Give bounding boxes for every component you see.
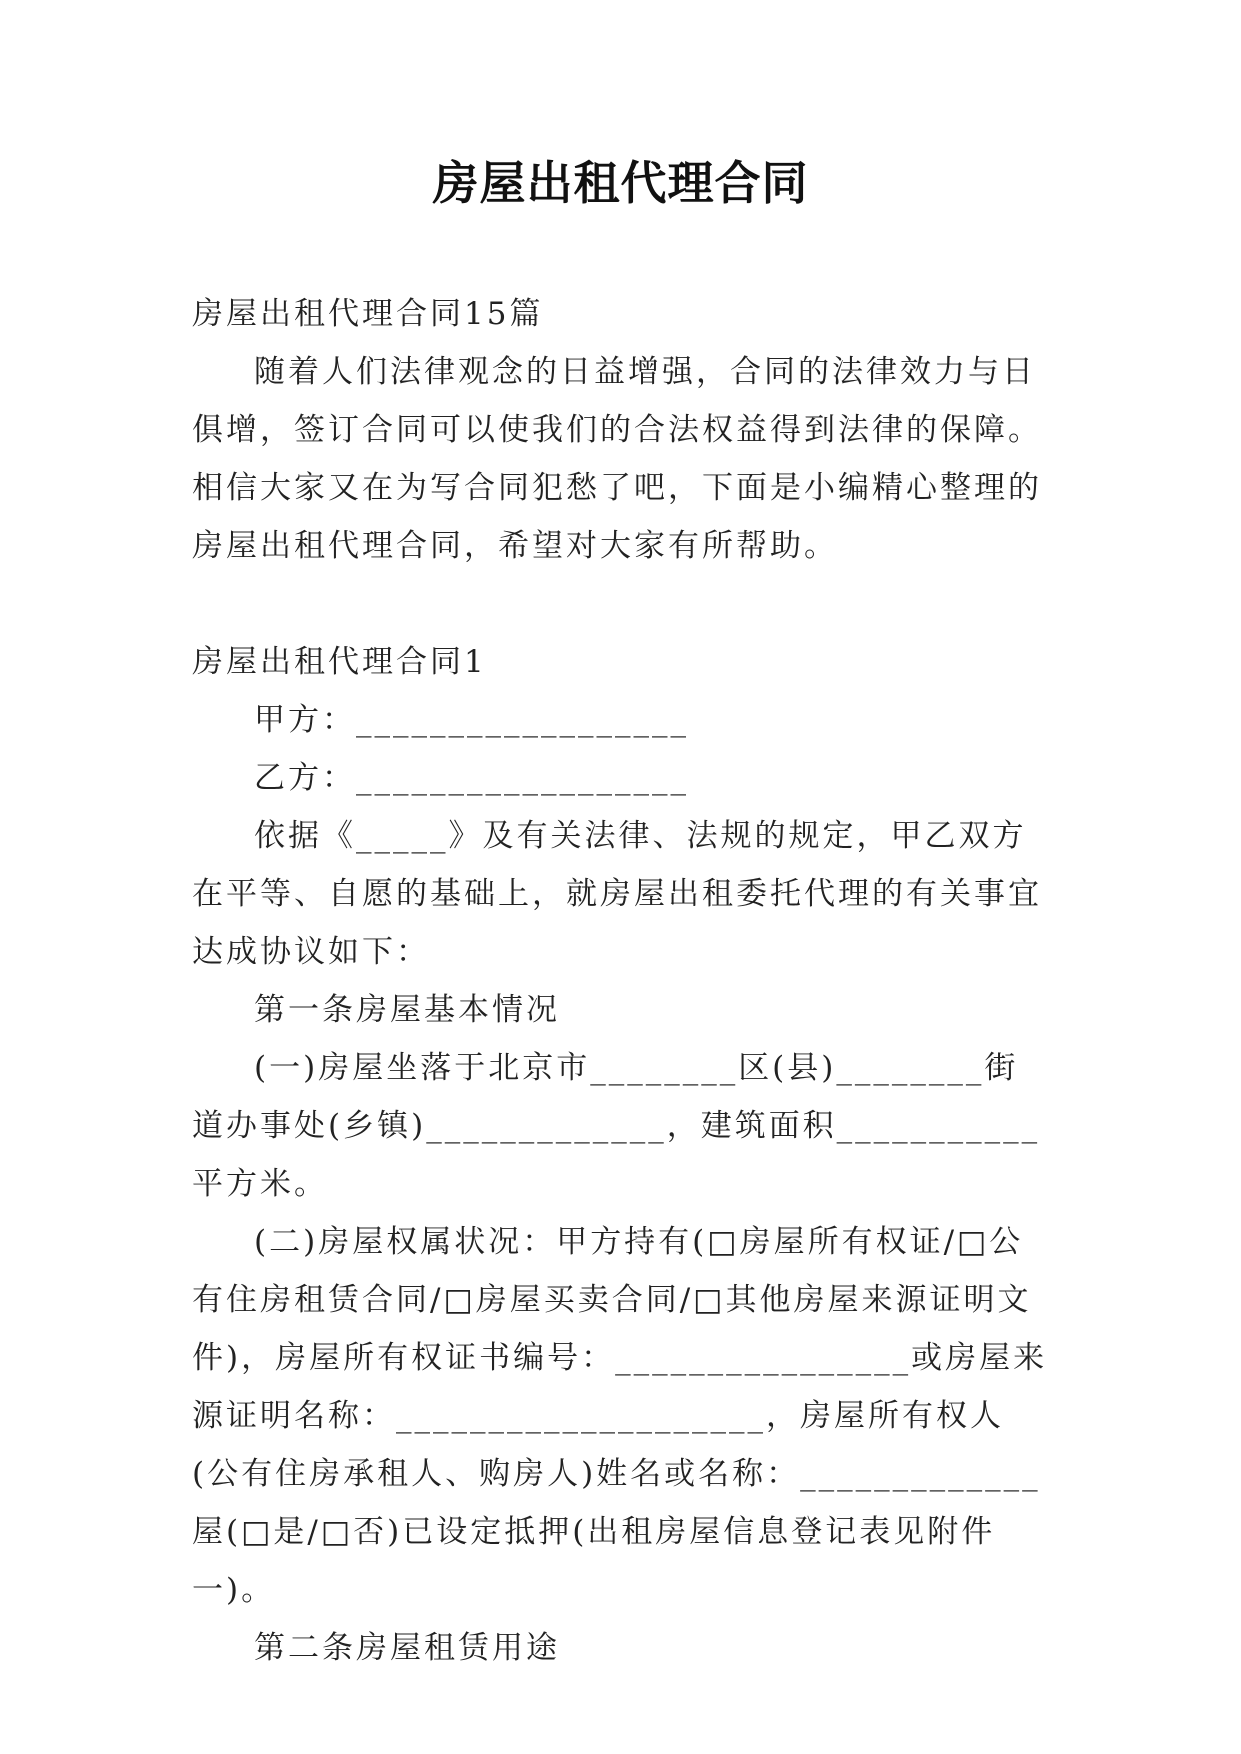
intro-paragraph: 随着人们法律观念的日益增强，合同的法律效力与日俱增，签订合同可以使我们的合法权益得到法律的保障。相信大家又在为写合同犯愁了吧，下面是小编精心整理的房屋出租代理合同，希望对大家有所帮助。: [192, 354, 1042, 564]
collection-heading: 房屋出租代理合同15篇: [192, 296, 544, 332]
contract-heading: 房屋出租代理合同1: [192, 644, 487, 680]
article-1-heading: 第一条房屋基本情况: [254, 992, 560, 1028]
clause-1-paragraph: (一)房屋坐落于北京市________区(县)________街道办事处(乡镇)_____________，建筑面积___________平方米。: [192, 1050, 1041, 1202]
legal-basis-paragraph: 依据《_____》及有关法律、法规的规定，甲乙双方在平等、自愿的基础上，就房屋出租委托代理的有关事宜达成协议如下：: [192, 818, 1042, 970]
document-title: 房屋出租代理合同: [432, 156, 809, 210]
party-a-line: 甲方：__________________: [254, 702, 689, 738]
document-body: [192, 285, 1052, 1677]
paragraph-gap: [192, 575, 1052, 633]
clause-2-paragraph: (二)房屋权属状况：甲方持有(□房屋所有权证/□公有住房租赁合同/□房屋买卖合同/□其他房屋来源证明文件)，房屋所有权证书编号：________________或房屋来源证明名称：____________________，房屋所有权人(公有住房承租人、购房人)姓名或名称：_____________屋(□是/□否)已设定抵押(出租房屋信息登记表见附件一)。: [192, 1224, 1048, 1608]
article-2-heading: 第二条房屋租赁用途: [254, 1630, 560, 1666]
party-b-line: 乙方：__________________: [254, 760, 689, 796]
